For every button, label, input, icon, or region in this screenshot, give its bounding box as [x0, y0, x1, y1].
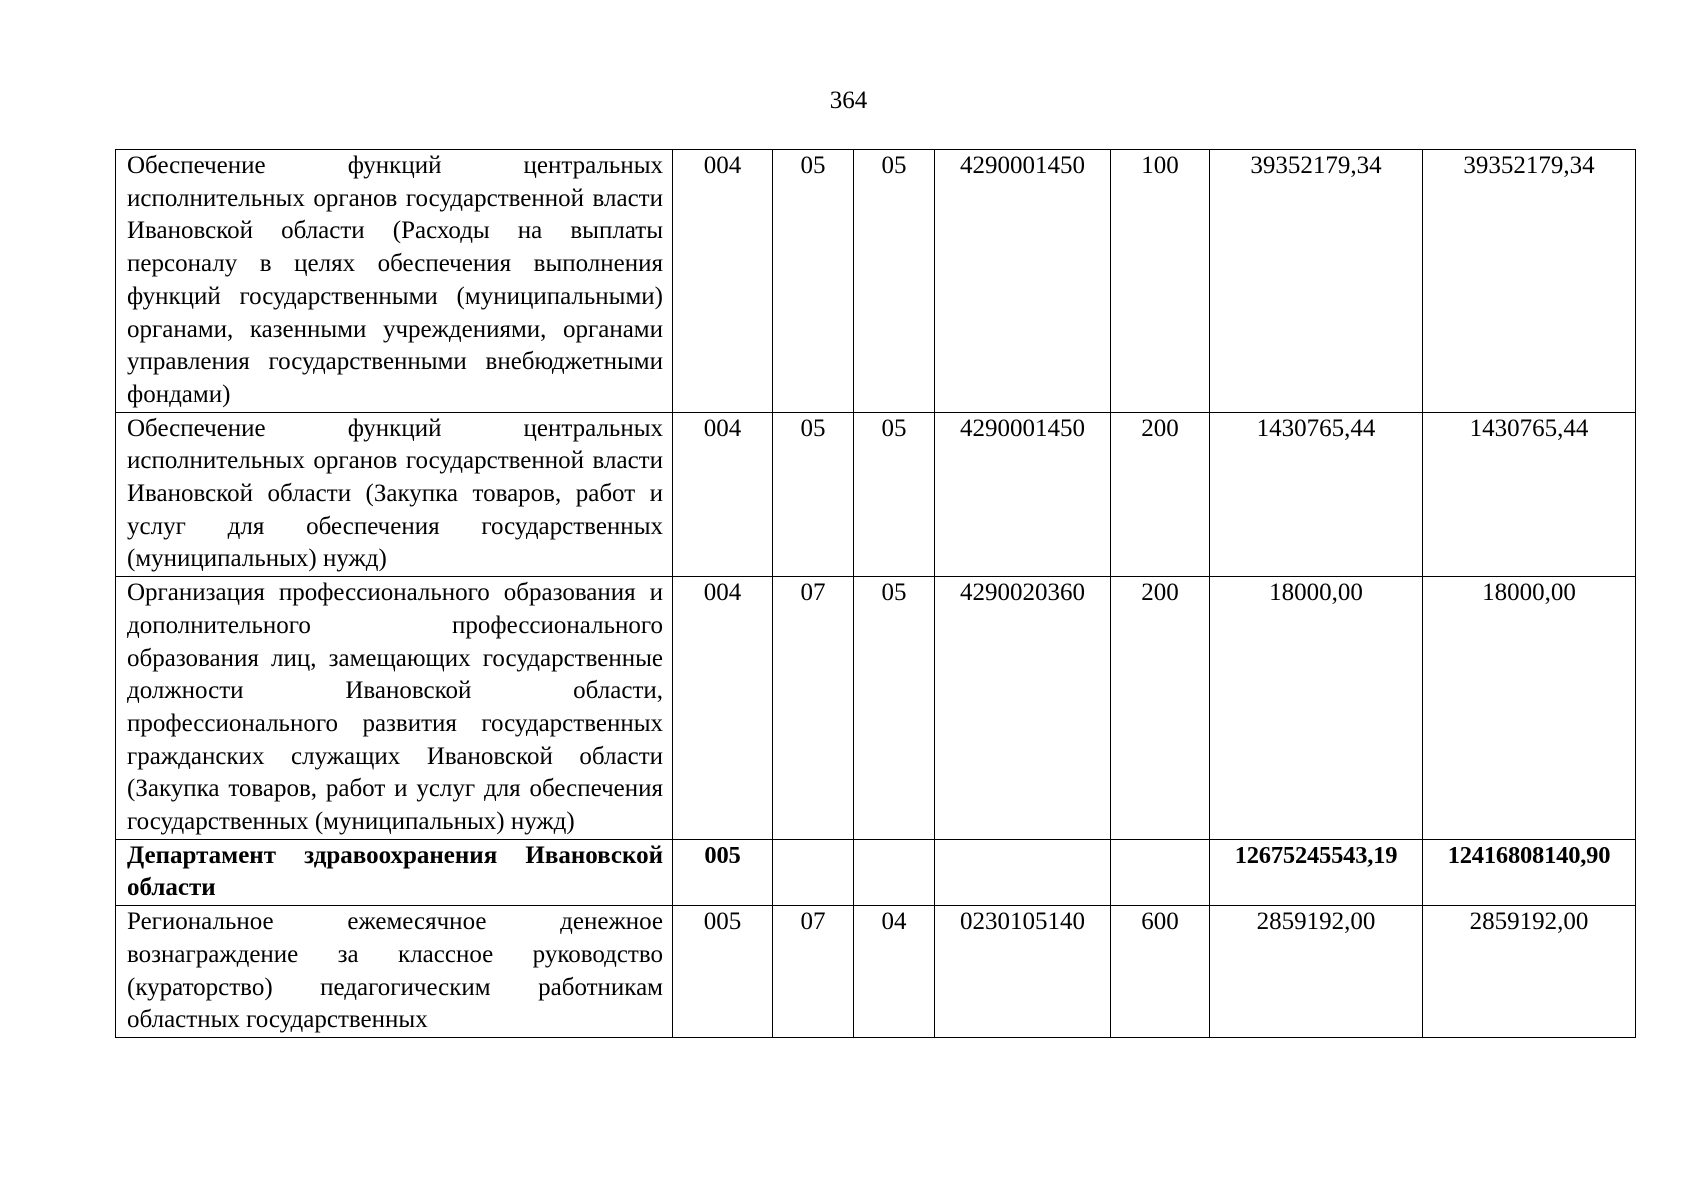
row-description: Обеспечение функций центральных исполнительных органов государственной власти Ивановской области (Закупка товаров, работ и услуг для обеспечения государственных (муниципальных) нужд) — [116, 412, 673, 577]
amount-1: 1430765,44 — [1210, 412, 1423, 577]
section-code: 05 — [773, 412, 854, 577]
subsection-code: 05 — [854, 150, 935, 413]
row-description: Департамент здравоохранения Ивановской области — [116, 839, 673, 905]
amount-2: 18000,00 — [1423, 577, 1636, 840]
amount-1: 12675245543,19 — [1210, 839, 1423, 905]
subsection-code: 04 — [854, 906, 935, 1038]
section-code: 07 — [773, 906, 854, 1038]
amount-1: 18000,00 — [1210, 577, 1423, 840]
target-item-code: 4290001450 — [935, 412, 1111, 577]
target-item-code: 4290001450 — [935, 150, 1111, 413]
ministry-code: 005 — [673, 839, 773, 905]
expense-type-code — [1111, 839, 1210, 905]
target-item-code: 0230105140 — [935, 906, 1111, 1038]
amount-2: 1430765,44 — [1423, 412, 1636, 577]
subsection-code: 05 — [854, 577, 935, 840]
table-row — [116, 150, 1636, 413]
table-row-department-total — [116, 839, 1636, 905]
amount-2: 2859192,00 — [1423, 906, 1636, 1038]
section-code: 07 — [773, 577, 854, 840]
ministry-code: 005 — [673, 906, 773, 1038]
subsection-code — [854, 839, 935, 905]
amount-2: 39352179,34 — [1423, 150, 1636, 413]
row-description: Обеспечение функций центральных исполнительных органов государственной власти Ивановской области (Расходы на выплаты персоналу в целях обеспечения выполнения функций государственными (муниципальными) органами, казенными учреждениями, органами управления государственными внебюджетными фондами) — [116, 150, 673, 413]
row-description: Организация профессионального образования и дополнительного профессионального образования лиц, замещающих государственные должности Ивановской области, профессионального развития государственных гражданских служащих Ивановской области (Закупка товаров, работ и услуг для обеспечения государственных (муниципальных) нужд) — [116, 577, 673, 840]
section-code — [773, 839, 854, 905]
table-row — [116, 412, 1636, 577]
table-row — [116, 577, 1636, 840]
target-item-code: 4290020360 — [935, 577, 1111, 840]
expense-type-code: 100 — [1111, 150, 1210, 413]
expense-type-code: 200 — [1111, 577, 1210, 840]
ministry-code: 004 — [673, 412, 773, 577]
row-description: Региональное ежемесячное денежное вознаграждение за классное руководство (кураторство) педагогическим работникам областных государственных — [116, 906, 673, 1038]
amount-1: 2859192,00 — [1210, 906, 1423, 1038]
table-row — [116, 906, 1636, 1038]
ministry-code: 004 — [673, 577, 773, 840]
target-item-code — [935, 839, 1111, 905]
page-number: 364 — [829, 87, 868, 114]
amount-2: 12416808140,90 — [1423, 839, 1636, 905]
amount-1: 39352179,34 — [1210, 150, 1423, 413]
expense-type-code: 600 — [1111, 906, 1210, 1038]
expense-type-code: 200 — [1111, 412, 1210, 577]
budget-table — [115, 149, 1636, 1038]
subsection-code: 05 — [854, 412, 935, 577]
ministry-code: 004 — [673, 150, 773, 413]
section-code: 05 — [773, 150, 854, 413]
